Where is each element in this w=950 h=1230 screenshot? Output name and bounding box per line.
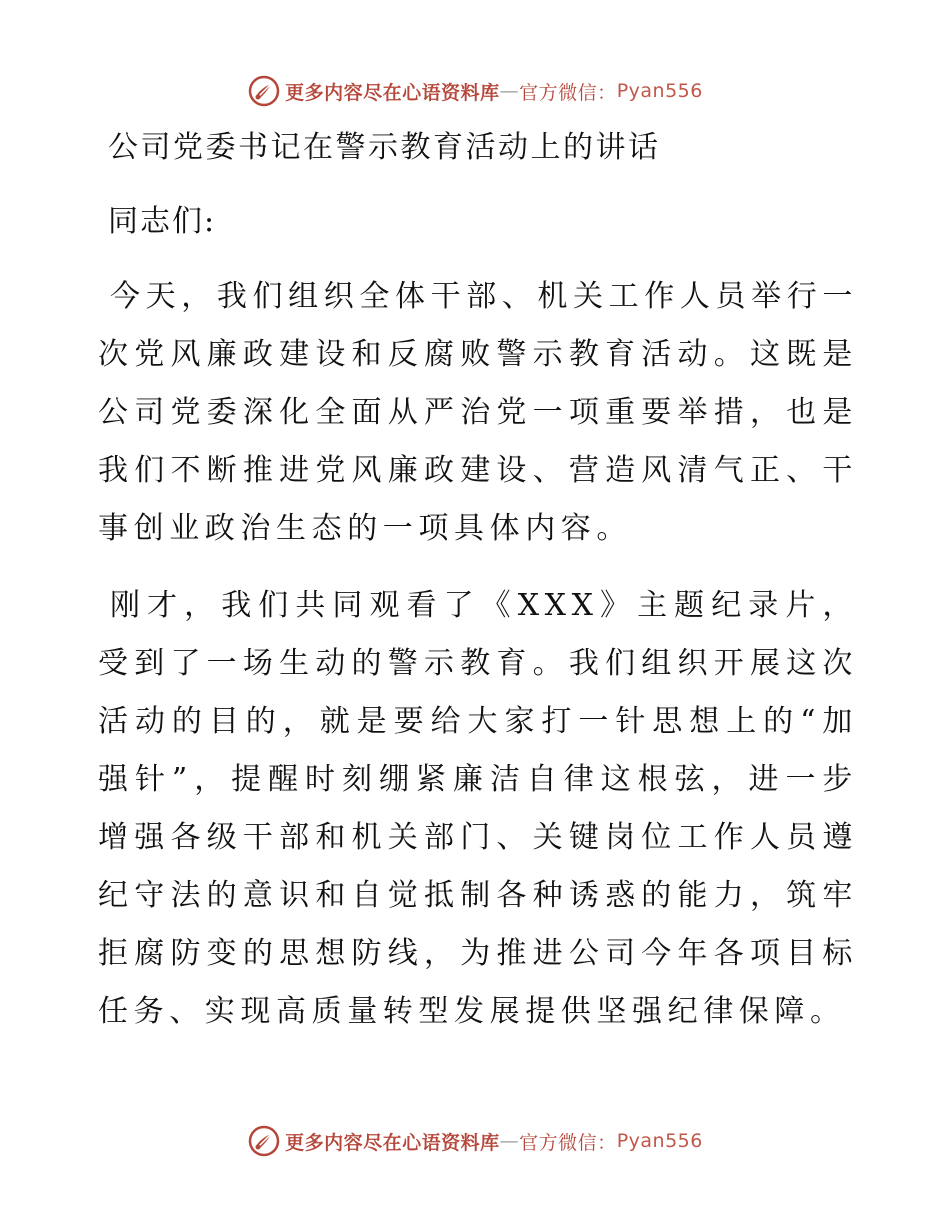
banner-wechat-label: 官方微信：: [519, 1131, 617, 1154]
banner-separator: —: [499, 80, 520, 102]
book-logo-icon: [247, 74, 281, 108]
banner-wechat-label: 官方微信：: [519, 81, 617, 104]
banner-wechat-id: Pyan556: [616, 80, 703, 102]
footer-watermark-banner: [0, 1124, 950, 1158]
banner-separator: —: [499, 1130, 520, 1152]
salutation: 同志们:: [108, 204, 217, 239]
banner-promo-text: 更多内容尽在心语资料库: [285, 1131, 500, 1154]
header-watermark-banner: [0, 74, 950, 108]
document-title: 公司党委书记在警示教育活动上的讲话: [108, 130, 661, 165]
body-paragraph-2: 刚才，我们共同观看了《XXX》主题纪录片，受到了一场生动的警示教育。我们组织开展这次活动的目的，就是要给大家打一针思想上的“加强针”，提醒时刻绷紧廉洁自律这根弦，进一步增强各级干部和机关部门、关键岗位工作人员遵纪守法的意识和自觉抵制各种诱惑的能力，筑牢拒腐防变的思想防线，为推进公司今年各项目标任务、实现高质量转型发展提供坚强纪律保障。: [98, 588, 858, 1029]
body-paragraph-1: 今天，我们组织全体干部、机关工作人员举行一次党风廉政建设和反腐败警示教育活动。这既是公司党委深化全面从严治党一项重要举措，也是我们不断推进党风廉政建设、营造风清气正、干事创业政治生态的一项具体内容。: [98, 279, 858, 546]
book-logo-icon: [247, 1124, 281, 1158]
banner-wechat-id: Pyan556: [616, 1130, 703, 1152]
banner-promo-text: 更多内容尽在心语资料库: [285, 81, 500, 104]
